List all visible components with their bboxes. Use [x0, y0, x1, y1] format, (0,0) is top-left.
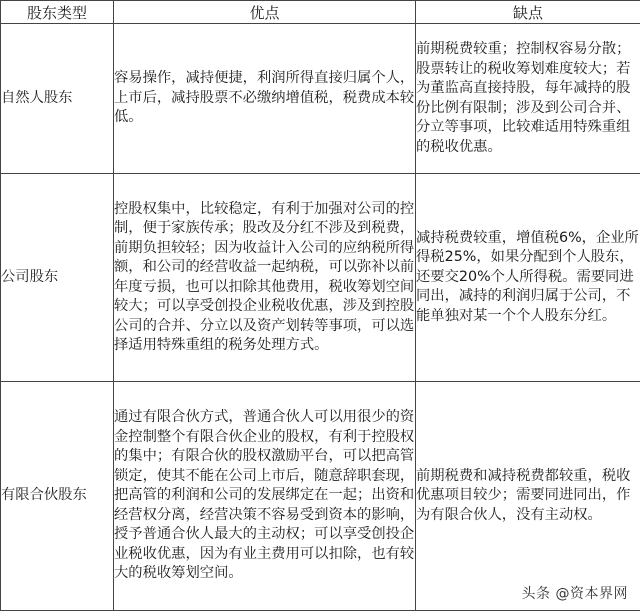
- header-cons: 缺点: [416, 1, 640, 24]
- row-cons-limited-partnership: 前期税费和减持税费都较重，税收优惠项目较少；需要同进同出，作为有限合伙人，没有主动权。: [416, 382, 640, 611]
- watermark: 头条 @资本界网: [522, 583, 628, 603]
- table-row: [1, 24, 640, 174]
- row-pros-limited-partnership: 通过有限合伙方式，普通合伙人可以用很少的资金控制整个有限合伙企业的股权，有利于控股权的集中；有限合伙的股权激励平台，可以把高管锁定，使其不能在公司上市后，随意辞职套现，把高管的利润和公司的发展绑定在一起；出资和经营权分离，经营决策不容易受到资本的影响，授予普通合伙人最大的主动权；可以享受创投企业税收优惠，因为有业主费用可以扣除，也有较大的税收筹划空间。: [114, 382, 416, 611]
- row-pros-company: 控股权集中，比较稳定，有利于加强对公司的控制，便于家族传承；股改及分红不涉及到税费，前期负担较轻；因为收益计入公司的应纳税所得额，和公司的经营收益一起纳税，可以弥补以前年度亏损，也可以扣除其他费用，税收筹划空间较大；可以享受创投企业税收优惠，涉及到控股公司的合并、分立以及资产划转等事项，可以选择适用特殊重组的税务处理方式。: [114, 174, 416, 382]
- row-cons-company: 减持税费较重，增值税6%，企业所得税25%，如果分配到个人股东，还要交20%个人所得税。需要同进同出，减持的利润归属于公司，不能单独对某一个个人股东分红。: [416, 174, 640, 382]
- row-cons-natural-person: 前期税费较重；控制权容易分散；股票转让的税收筹划难度较大；若为董监高直接持股，每年减持的股份比例有限制；涉及到公司合并、分立等事项，比较难适用特殊重组的税收优惠。: [416, 24, 640, 174]
- table-row: [1, 382, 640, 611]
- row-pros-natural-person: 容易操作，减持便捷，利润所得直接归属个人，上市后，减持股票不必缴纳增值税，税费成本较低。: [114, 24, 416, 174]
- row-type-company: 公司股东: [1, 174, 114, 382]
- row-type-limited-partnership: 有限合伙股东: [1, 382, 114, 611]
- table-row: [1, 174, 640, 382]
- row-type-natural-person: 自然人股东: [1, 24, 114, 174]
- header-row: [1, 1, 640, 24]
- header-shareholder-type: 股东类型: [1, 1, 114, 24]
- header-pros: 优点: [114, 1, 416, 24]
